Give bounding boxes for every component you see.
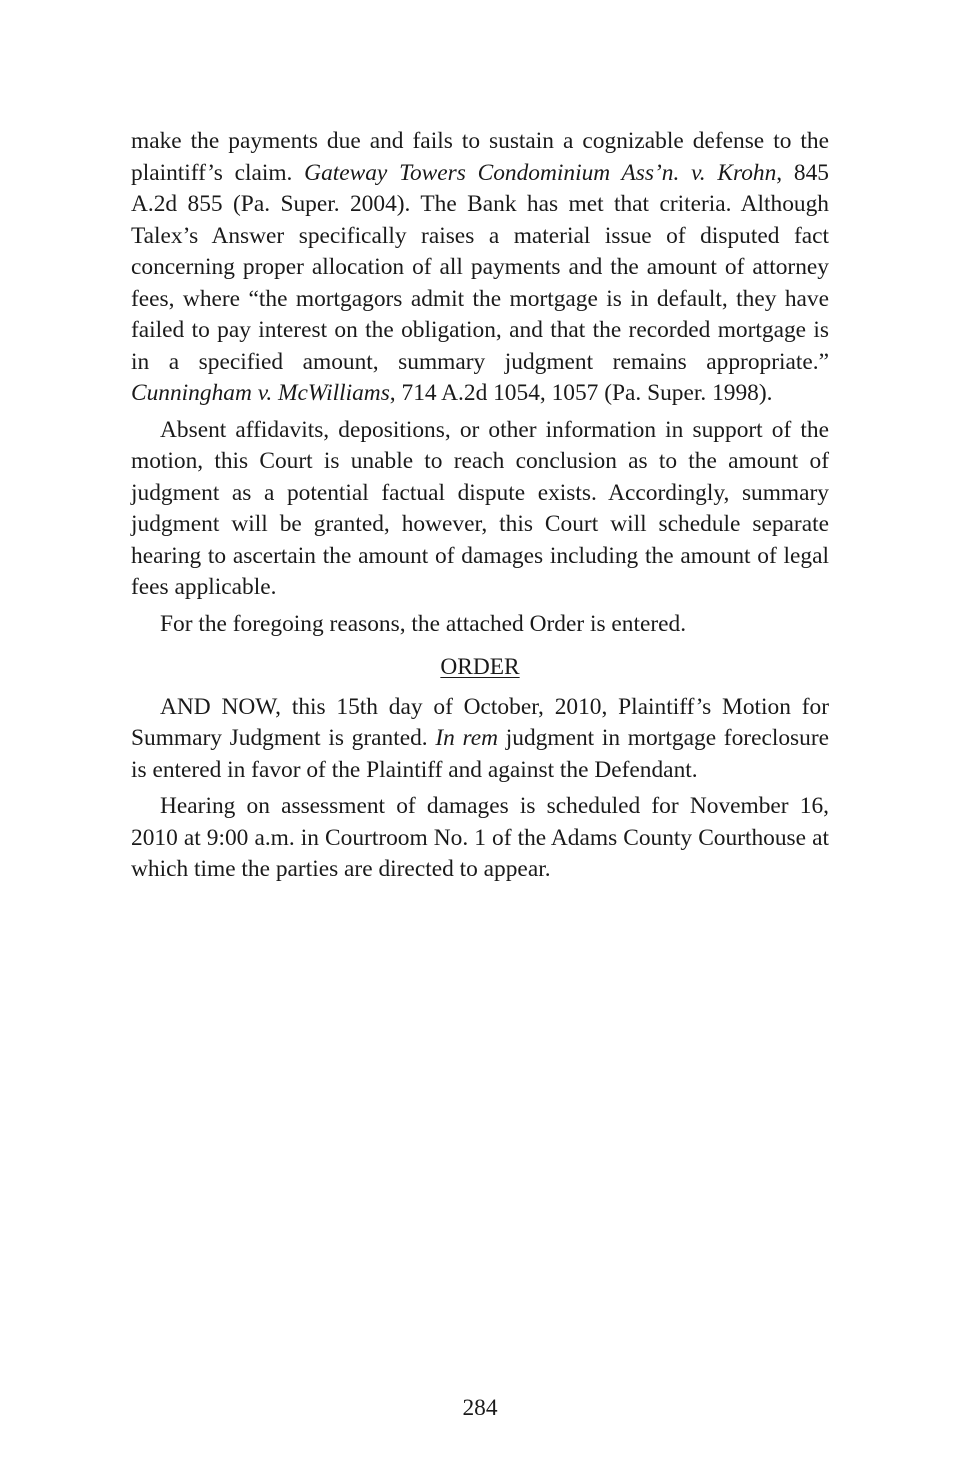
order-heading [131,652,829,684]
opinion-paragraph-3 [131,609,829,641]
order-heading-text: ORDER [440,654,520,680]
opinion-paragraph-1 [131,126,829,410]
paragraph-text: judgment in mortgage foreclosure is entered in favor of the Plaintiff and against the Defendant. [131,725,830,783]
paragraph-text: make the payments due and fails to sustain a cognizable defense to the plaintiff’s claim. [131,128,829,186]
page-number: 284 [462,1395,498,1421]
page-body [131,126,829,886]
order-paragraph-1 [131,692,829,787]
paragraph-text: , 714 A.2d 1054, 1057 (Pa. Super. 1998). [389,380,773,406]
paragraph-text: AND NOW, this 15th day of October, 2010, Plaintiff’s Motion for Summary Judgment is granted. [131,693,829,751]
order-paragraph-2 [131,791,829,886]
case-citation-cunningham: Cunningham v. McWilliams [131,380,390,406]
paragraph-text: For the foregoing reasons, the attached Order is entered. [160,610,687,637]
paragraph-text: , 845 A.2d 855 (Pa. Super. 2004). The Bank has met that criteria. Although Talex’s Answer specifically raises a material issue of disputed fact concerning proper allocation of all payments and the amount of attorney fees, where “the mortgagors admit the mortgage is in default, they have failed to pay interest on the obligation, and that the recorded mortgage is in a specified amount, summary judgment remains appropriate.” [131,159,829,375]
paragraph-text: Absent affidavits, depositions, or other information in support of the motion, this Court is unable to reach conclusion as to the amount of judgment as a potential factual dispute exists. Accordingly, summary judgment will be granted, however, this Court will schedule separate hearing to ascertain the amount of damages including the amount of legal fees applicable. [131,416,829,600]
latin-term-in-rem: In rem [435,725,499,751]
opinion-paragraph-2 [131,415,829,604]
case-citation-gateway-towers: Gateway Towers Condominium Ass’n. v. Krohn [304,159,777,186]
paragraph-text: Hearing on assessment of damages is scheduled for November 16, 2010 at 9:00 a.m. in Courtroom No. 1 of the Adams County Courthouse at which time the parties are directed to appear. [131,793,829,882]
